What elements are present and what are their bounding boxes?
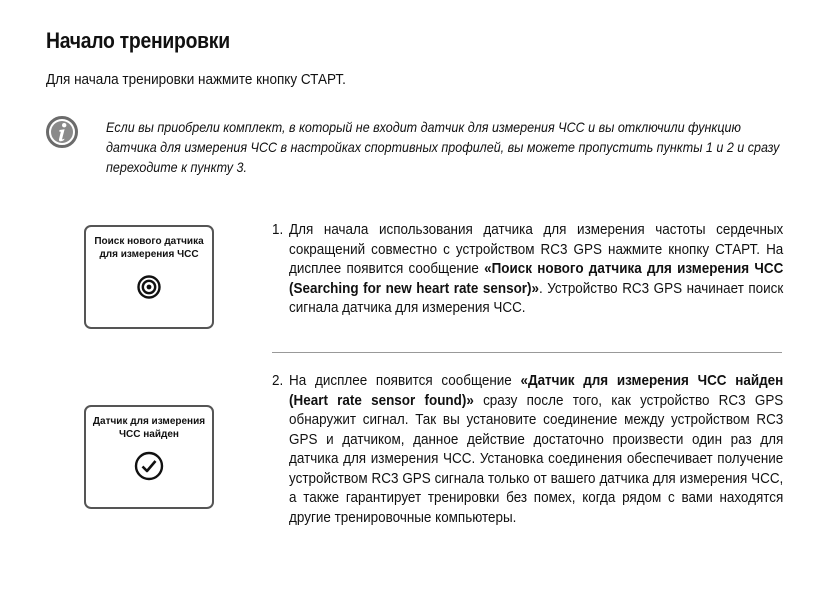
device-text-line: ЧСС найден xyxy=(119,429,179,440)
step-1 xyxy=(272,220,783,318)
step-text-part: сразу после того, как устройство RC3 GPS обнаружит сигнал. Так вы установите соединение между устройством RC3 GPS и датчиком, данное действие достаточно произвести один раз для датчика для измерения ЧСС. Установка соединения обеспечивает получение устройством RC3 GPS сигнала только от вашего датчика для измерения ЧСС, а также гарантирует тренировки без помех, когда рядом с вами находятся другие тренировочные компьютеры. xyxy=(289,391,784,526)
device-text-line: Датчик для измерения xyxy=(92,416,206,427)
device-text-line: для измерения ЧСС xyxy=(99,249,199,260)
step-message: «Поиск нового датчика для измерения ЧСС (Searching for new heart rate sensor)» xyxy=(289,260,784,297)
page-title: Начало тренировки xyxy=(46,28,230,53)
device-screen-text xyxy=(86,235,212,261)
step-number: 2. xyxy=(272,372,284,389)
step-number: 1. xyxy=(272,221,284,238)
device-screen-text xyxy=(86,415,212,441)
step-message: «Датчик для измерения ЧСС найден (Heart rate sensor found)» xyxy=(289,372,784,409)
step-text xyxy=(289,220,783,318)
step-text-part: Для начала использования датчика для измерения частоты сердечных сокращений совместно с устройством RC3 GPS нажмите кнопку СТАРТ. На дисплее появится сообщение xyxy=(289,221,784,277)
info-icon xyxy=(46,116,78,148)
note-text: Если вы приобрели комплект, в который не входит датчик для измерения ЧСС и вы отключили функцию датчика для измерения ЧСС в настройках спортивных профилей, вы можете пропустить пункты 1 и 2 и сразу переходите к пункту 3. xyxy=(106,119,780,175)
step-2 xyxy=(272,371,783,527)
intro-text: Для начала тренировки нажмите кнопку СТАРТ. xyxy=(46,71,346,88)
target-icon xyxy=(137,275,161,299)
step-text-part: . Устройство RC3 GPS начинает поиск сигнала датчика для измерения ЧСС. xyxy=(289,279,784,316)
step-text-part: На дисплее появится сообщение xyxy=(289,372,521,389)
divider xyxy=(272,352,782,353)
checkmark-icon xyxy=(134,451,164,481)
device-text-line: Поиск нового датчика xyxy=(94,236,204,247)
device-screen-searching xyxy=(84,225,214,329)
step-text xyxy=(289,371,783,527)
device-screen-found xyxy=(84,405,214,509)
